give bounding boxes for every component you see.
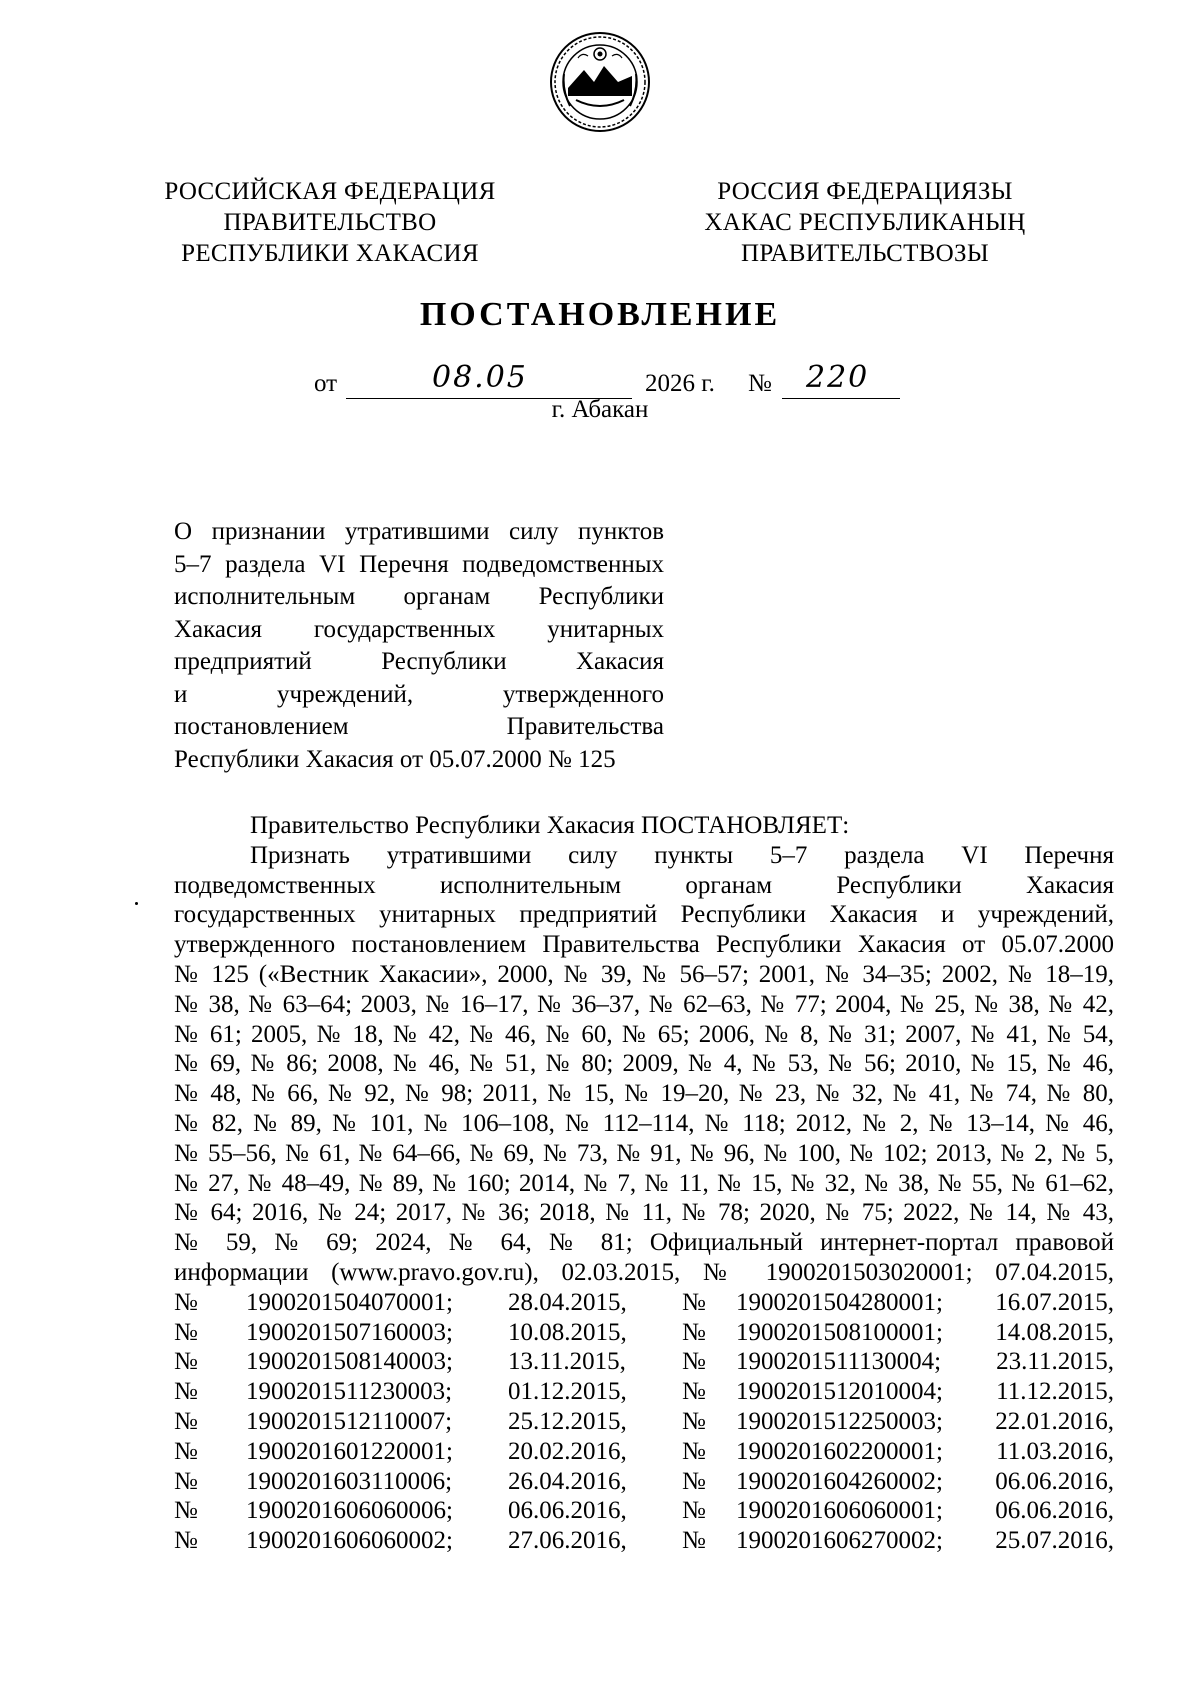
registry-date: 28.04.2015, (508, 1288, 627, 1316)
registry-number: 1900201511130004; (736, 1348, 942, 1376)
body-line: государственных унитарных предприятий Республики Хакасия и учреждений, (174, 901, 1114, 929)
registry-number: 1900201507160003; (246, 1318, 453, 1346)
registry-number: 1900201601220001; (246, 1437, 453, 1465)
registry-number-sign: № (174, 1407, 198, 1435)
registry-number: 1900201512010004; (736, 1378, 943, 1406)
registry-date: 26.04.2016, (508, 1467, 627, 1495)
registry-number: 1900201606060001; (736, 1497, 943, 1525)
registry-number-sign: № (174, 1288, 198, 1316)
registry-date: 11.03.2016, (996, 1437, 1114, 1465)
city-label: г. Абакан (551, 396, 649, 423)
registry-date: 13.11.2015, (508, 1348, 626, 1376)
subject-line: предприятий Республики Хакасия (174, 648, 664, 675)
date-number-line (0, 360, 1200, 400)
registry-number: 1900201508140003; (246, 1348, 453, 1376)
registry-number: 1900201606270002; (736, 1527, 943, 1555)
registry-date: 20.02.2016, (508, 1437, 627, 1465)
registry-date: 06.06.2016, (995, 1467, 1114, 1495)
registry-number-sign: № (682, 1467, 706, 1495)
from-label: от (314, 370, 338, 397)
header-right-line: ПРАВИТЕЛЬСТВОЗЫ (741, 240, 989, 267)
registry-number: 1900201604260002; (736, 1467, 943, 1495)
registry-date: 11.12.2015, (996, 1378, 1114, 1406)
number-label: № (748, 370, 772, 397)
body-line: № 55–56, № 61, № 64–66, № 69, № 73, № 91, № 96, № 100, № 102; 2013, № 2, № 5, (174, 1139, 1114, 1167)
registry-number-sign: № (174, 1437, 198, 1465)
registry-number-sign: № (682, 1437, 706, 1465)
registry-number-sign: № (682, 1527, 706, 1555)
registry-row (174, 1407, 1114, 1437)
subject-line: исполнительным органам Республики (174, 583, 664, 610)
registry-number-sign: № (682, 1348, 706, 1376)
registry-number: 1900201603110006; (246, 1467, 453, 1495)
body-line: утвержденного постановлением Правительства Республики Хакасия от 05.07.2000 (174, 931, 1114, 959)
registry-date: 14.08.2015, (995, 1318, 1114, 1346)
registry-row (174, 1288, 1114, 1318)
registry-number-sign: № (174, 1378, 198, 1406)
body-line: № 61; 2005, № 18, № 42, № 46, № 60, № 65; 2006, № 8, № 31; 2007, № 41, № 54, (174, 1020, 1114, 1048)
header-right-line: РОССИЯ ФЕДЕРАЦИЯЗЫ (717, 178, 1013, 205)
header-left-line: РОССИЙСКАЯ ФЕДЕРАЦИЯ (164, 178, 496, 205)
registry-row (174, 1496, 1114, 1526)
registry-date: 10.08.2015, (508, 1318, 627, 1346)
body-line: подведомственных исполнительным органам Республики Хакасия (174, 871, 1114, 899)
handwritten-number: 220 (806, 360, 870, 395)
registry-number: 1900201504280001; (736, 1288, 943, 1316)
body-line: № 48, № 66, № 92, № 98; 2011, № 15, № 19–20, № 23, № 32, № 41, № 74, № 80, (174, 1080, 1114, 1108)
subject-line: 5–7 раздела VI Перечня подведомственных (174, 550, 664, 578)
registry-number: 1900201508100001; (736, 1318, 943, 1346)
header-left-line: РЕСПУБЛИКИ ХАКАСИЯ (181, 240, 479, 267)
registry-date: 01.12.2015, (508, 1378, 627, 1406)
subject-line: Хакасия государственных унитарных (174, 615, 664, 643)
registry-number-sign: № (682, 1407, 706, 1435)
document-body (174, 811, 1114, 1556)
registry-list (174, 1288, 1114, 1556)
header-left-block (150, 176, 510, 269)
registry-row (174, 1377, 1114, 1407)
body-line: № 69, № 86; 2008, № 46, № 51, № 80; 2009, № 4, № 53, № 56; 2010, № 15, № 46, (174, 1050, 1114, 1078)
resolution-line: Правительство Республики Хакасия ПОСТАНОВЛЯЕТ: (250, 812, 850, 839)
registry-number: 1900201606060002; (246, 1527, 453, 1555)
registry-number-sign: № (174, 1497, 198, 1525)
registry-date: 25.12.2015, (508, 1407, 627, 1435)
document-title: ПОСТАНОВЛЕНИЕ (419, 296, 781, 333)
registry-row (174, 1318, 1114, 1348)
body-line: № 125 («Вестник Хакасии», 2000, № 39, № 56–57; 2001, № 34–35; 2002, № 18–19, (174, 960, 1114, 988)
registry-number: 1900201606060006; (246, 1497, 453, 1525)
registry-date: 25.07.2016, (995, 1527, 1114, 1555)
document-subject (174, 516, 664, 776)
body-line: № 38, № 63–64; 2003, № 16–17, № 36–37, № 62–63, № 77; 2004, № 25, № 38, № 42, (174, 990, 1114, 1018)
registry-date: 22.01.2016, (995, 1407, 1114, 1435)
body-line: Признать утратившими силу пункты 5–7 раздела VI Перечня (250, 841, 1114, 869)
registry-number: 1900201602200001; (736, 1437, 943, 1465)
registry-date: 16.07.2015, (995, 1288, 1114, 1316)
subject-line: О признании утратившими силу пунктов (174, 518, 664, 545)
handwritten-date: 08.05 (432, 360, 528, 395)
subject-line: постановлением Правительства (174, 713, 664, 740)
registry-date: 27.06.2016, (508, 1527, 627, 1555)
registry-number-sign: № (682, 1497, 706, 1525)
registry-date: 23.11.2015, (996, 1348, 1114, 1376)
registry-number: 1900201512110007; (246, 1407, 453, 1435)
registry-number-sign: № (174, 1467, 198, 1495)
registry-row (174, 1526, 1114, 1556)
registry-number-sign: № (682, 1378, 706, 1406)
registry-date: 06.06.2016, (995, 1497, 1114, 1525)
registry-number-sign: № (174, 1527, 198, 1555)
registry-date: 06.06.2016, (508, 1497, 627, 1525)
registry-number: 1900201512250003; (736, 1407, 943, 1435)
registry-number: 1900201504070001; (246, 1288, 453, 1316)
body-line: № 59, № 69; 2024, № 64, № 81; Официальный интернет-портал правовой (174, 1229, 1114, 1257)
registry-row (174, 1437, 1114, 1467)
year-label: 2026 г. (645, 370, 715, 397)
registry-row (174, 1347, 1114, 1377)
coat-of-arms-emblem (548, 30, 652, 134)
subject-line: и учреждений, утвержденного (174, 680, 664, 708)
header-left-line: ПРАВИТЕЛЬСТВО (223, 209, 437, 236)
registry-number-sign: № (682, 1288, 706, 1316)
margin-dot (135, 902, 138, 905)
body-line: № 64; 2016, № 24; 2017, № 36; 2018, № 11, № 78; 2020, № 75; 2022, № 14, № 43, (174, 1199, 1114, 1227)
registry-number: 1900201511230003; (246, 1378, 453, 1406)
subject-line: Республики Хакасия от 05.07.2000 № 125 (174, 745, 616, 773)
registry-number-sign: № (174, 1348, 198, 1376)
registry-number-sign: № (682, 1318, 706, 1346)
body-line: № 82, № 89, № 101, № 106–108, № 112–114, № 118; 2012, № 2, № 13–14, № 46, (174, 1109, 1114, 1137)
registry-number-sign: № (174, 1318, 198, 1346)
registry-row (174, 1467, 1114, 1497)
body-line: информации (www.pravo.gov.ru), 02.03.2015, № 1900201503020001; 07.04.2015, (174, 1258, 1114, 1286)
body-line: № 27, № 48–49, № 89, № 160; 2014, № 7, № 11, № 15, № 32, № 38, № 55, № 61–62, (174, 1169, 1114, 1197)
header-right-line: ХАКАС РЕСПУБЛИКАНЫҢ (704, 209, 1026, 236)
header-right-block (680, 176, 1050, 269)
